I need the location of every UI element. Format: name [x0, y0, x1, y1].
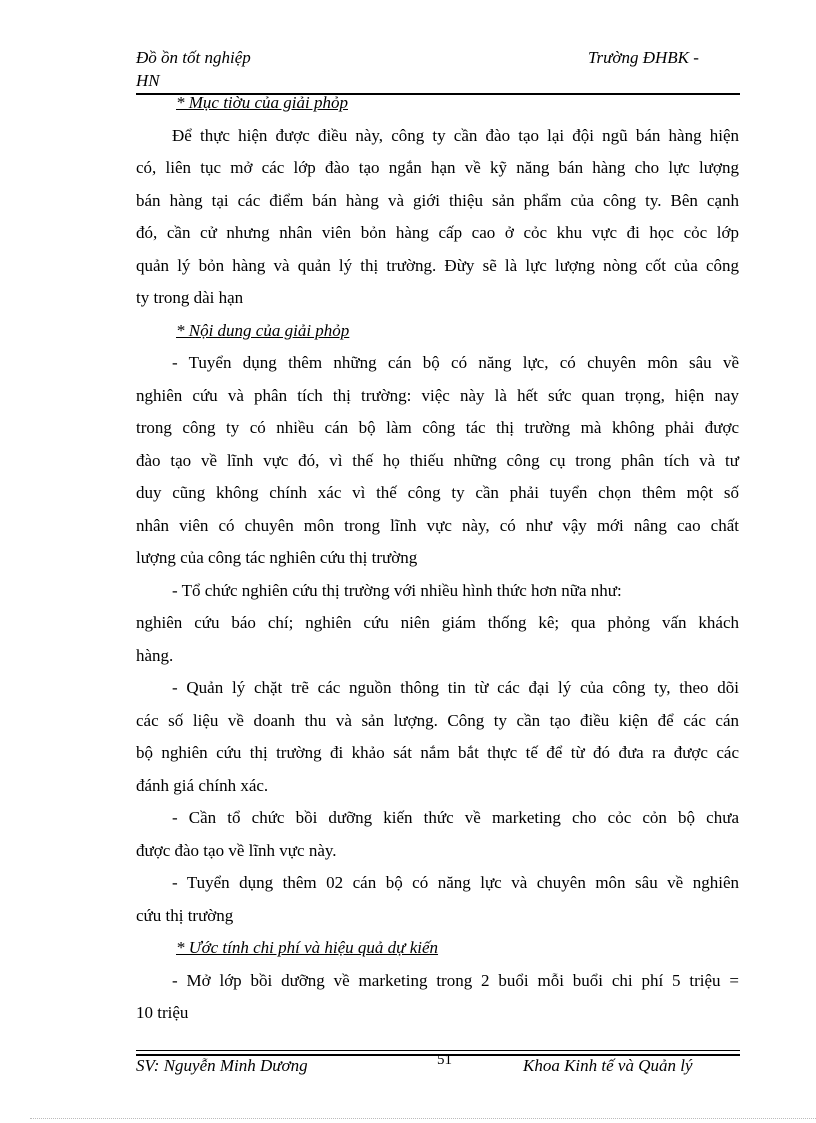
footer-divider-thin — [136, 1050, 740, 1051]
body-line: ty trong dài hạn — [136, 288, 244, 307]
page-number: 51 — [437, 1052, 452, 1068]
header-left-title: Đồ ồn tốt nghiệp — [136, 48, 251, 67]
header-left-continuation: HN — [136, 71, 160, 90]
body-line: - Tổ chức nghiên cứu thị trường với nhiều hình thức hơn nữa như: — [172, 581, 622, 600]
body-line: hàng. — [136, 646, 174, 665]
body-line: 10 triệu — [136, 1003, 189, 1022]
body-line: quản lý bỏn hàng và quản lý thị trường. Đừy sẽ là lực lượng nòng cốt của công — [136, 256, 739, 275]
body-line: nghiên cứu báo chí; nghiên cứu niên giám thống kê; qua phỏng vấn khách — [136, 613, 739, 632]
page-bottom-edge — [30, 1118, 816, 1119]
body-line: đánh giá chính xác. — [136, 776, 269, 795]
body-line: bán hàng tại các điểm bán hàng và giới thiệu sản phẩm của công ty. Bên cạnh — [136, 191, 739, 210]
body-line: nghiên cứu và phân tích thị trường: việc này là hết sức quan trọng, hiện nay — [136, 386, 739, 405]
body-line: đó, cần cử nhưng nhân viên bỏn hàng cấp cao ở cỏc khu vực đi học cỏc lớp — [136, 223, 739, 242]
body-line: Để thực hiện được điều này, công ty cần đào tạo lại đội ngũ bán hàng hiện — [172, 126, 739, 145]
body-line: nhân viên có chuyên môn trong lĩnh vực này, có như vậy mới nâng cao chất — [136, 516, 739, 535]
body-line: cứu thị trường — [136, 906, 234, 925]
section-heading-estimate: * Ước tính chi phí và hiệu quả dự kiến — [176, 938, 439, 957]
body-line: duy cũng không chính xác vì thế công ty cần phải tuyển chọn thêm một số — [136, 483, 739, 502]
body-line: - Tuyển dụng thêm những cán bộ có năng lực, có chuyên môn sâu về — [172, 353, 739, 372]
section-heading-content: * Nội dung của giải phỏp — [176, 321, 350, 340]
body-line: các số liệu về doanh thu và sản lượng. Công ty cần tạo điều kiện để các cán — [136, 711, 739, 730]
footer-faculty: Khoa Kinh tế và Quản lý — [523, 1056, 693, 1075]
body-line: - Cần tổ chức bồi dưỡng kiến thức về marketing cho cỏc cỏn bộ chưa — [172, 808, 739, 827]
header-right-title: Trường ĐHBK - — [588, 48, 699, 67]
body-line: - Tuyển dụng thêm 02 cán bộ có năng lực và chuyên môn sâu về nghiên — [172, 873, 739, 892]
body-line: lượng của công tác nghiên cứu thị trường — [136, 548, 418, 567]
body-line: - Quản lý chặt trẽ các nguồn thông tin từ các đại lý của công ty, theo dõi — [172, 678, 739, 697]
body-line: đào tạo về lĩnh vực đó, vì thế họ thiếu những công cụ trong phân tích và tư — [136, 451, 739, 470]
body-line: có, liên tục mở các lớp đào tạo ngắn hạn về kỹ năng bán hàng cho lực lượng — [136, 158, 739, 177]
body-line: được đào tạo về lĩnh vực này. — [136, 841, 337, 860]
body-line: trong công ty có nhiều cán bộ làm công tác thị trường mà không phải được — [136, 418, 739, 437]
body-line: bộ nghiên cứu thị trường đi khảo sát nắm bắt thực tế để từ đó đưa ra được các — [136, 743, 739, 762]
footer-student-name: SV: Nguyễn Minh Dương — [136, 1056, 308, 1075]
body-line: - Mở lớp bồi dưỡng về marketing trong 2 buổi mỗi buổi chi phí 5 triệu = — [172, 971, 739, 990]
section-heading-goals: * Mục tiờu của giải phỏp — [176, 93, 348, 112]
